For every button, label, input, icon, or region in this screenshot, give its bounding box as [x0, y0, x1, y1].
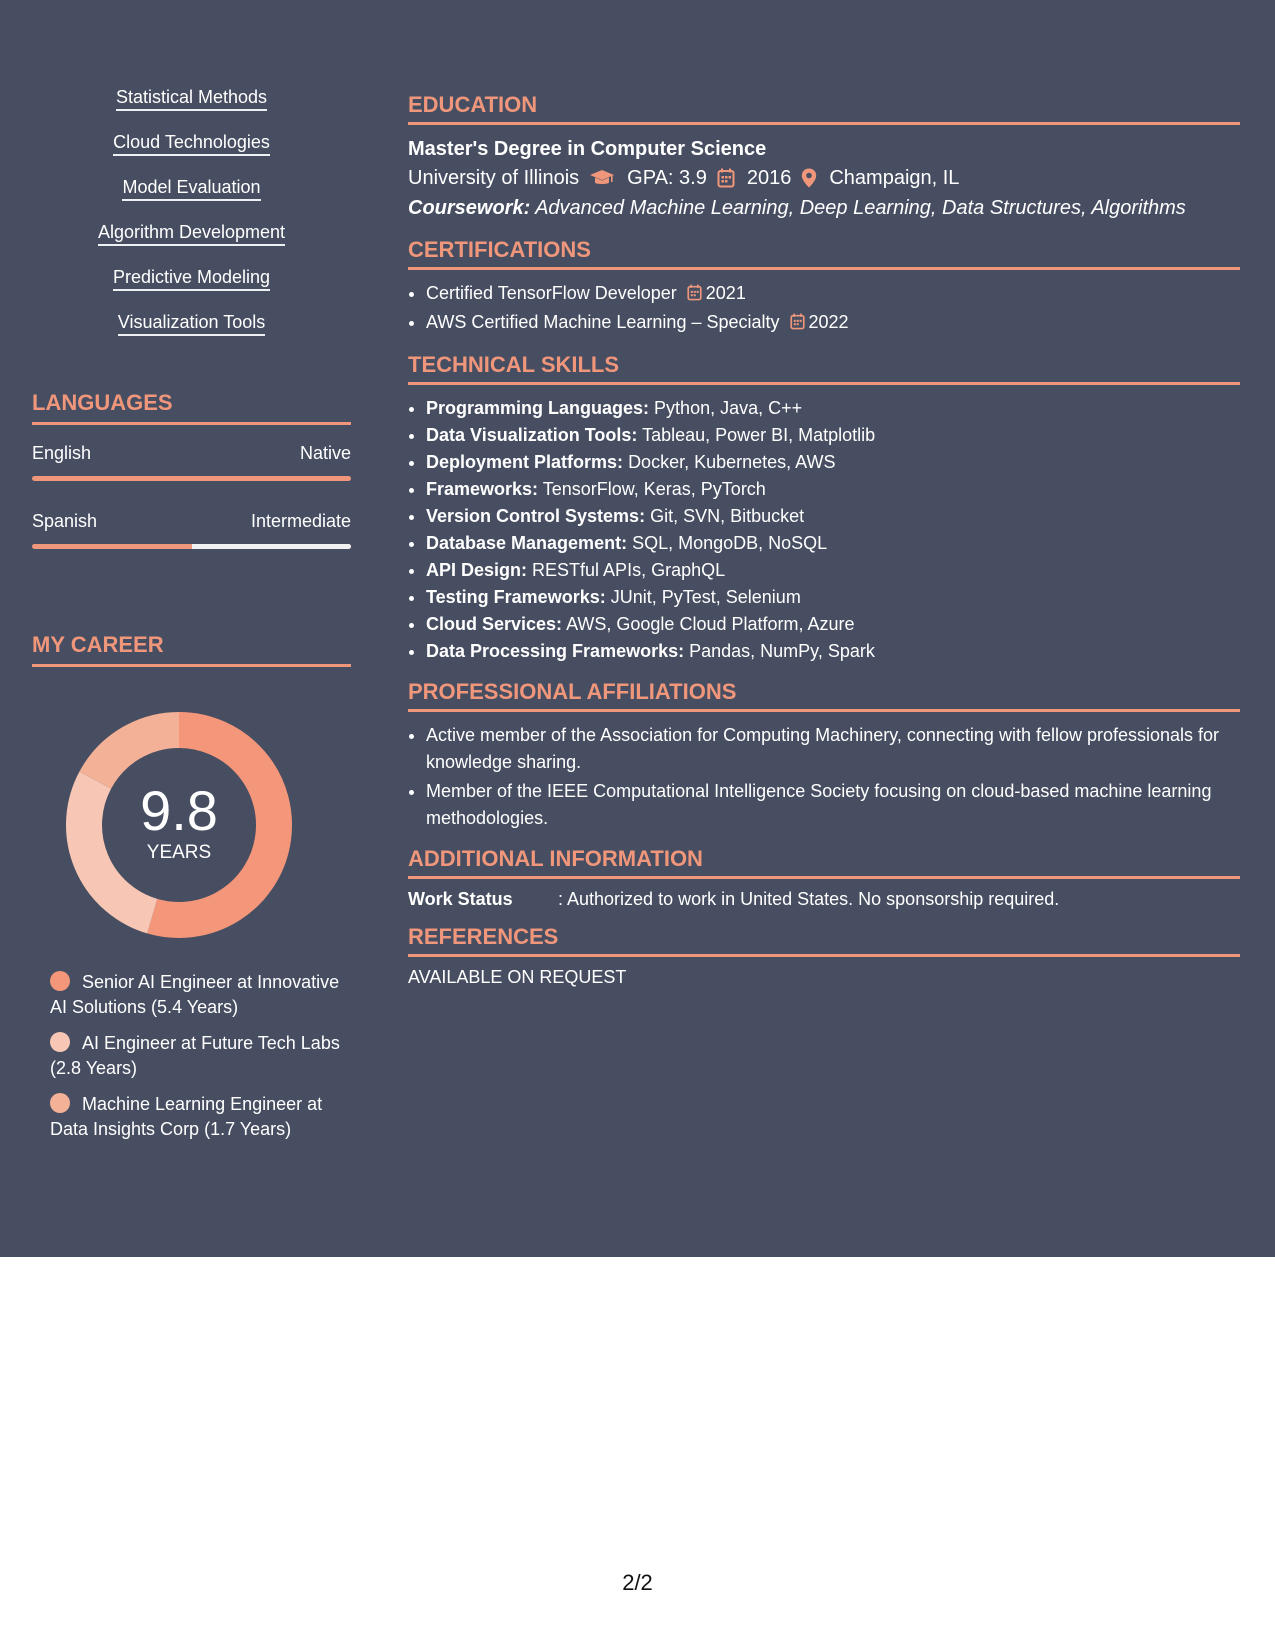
language-level-bar [32, 544, 351, 549]
calendar-icon [687, 282, 702, 309]
gpa: GPA: 3.9 [627, 167, 707, 189]
language-english [32, 443, 351, 481]
skill-row [426, 395, 1240, 422]
coursework [408, 193, 1240, 223]
skill-value: Tableau, Power BI, Matplotlib [642, 425, 876, 445]
work-status-label: Work Status [408, 889, 513, 909]
certification-name: AWS Certified Machine Learning – Specialty [426, 312, 780, 332]
skill-label: Deployment Platforms: [426, 452, 624, 472]
graduation-year: 2016 [746, 167, 792, 189]
skill-row [426, 503, 1240, 530]
skill-label: Frameworks: [426, 479, 539, 499]
affiliations-section [408, 679, 1240, 832]
education-heading: EDUCATION [408, 92, 1240, 125]
school-name: University of Illinois [408, 167, 580, 189]
education-section [408, 92, 1240, 223]
affiliations-heading: PROFESSIONAL AFFILIATIONS [408, 679, 1240, 712]
language-name: English [32, 443, 92, 463]
skill-value: Pandas, NumPy, Spark [689, 641, 875, 661]
additional-info-section [408, 846, 1240, 910]
languages-section [32, 390, 351, 549]
skill-label: Version Control Systems: [426, 506, 646, 526]
skill-label: Data Visualization Tools: [426, 425, 638, 445]
legend-label: AI Engineer at Future Tech Labs (2.8 Years) [50, 1033, 340, 1078]
certification-name: Certified TensorFlow Developer [426, 283, 677, 303]
legend-dot [50, 971, 70, 991]
skill-item: Cloud Technologies [113, 131, 270, 156]
skill-item: Visualization Tools [118, 311, 265, 336]
skill-list [0, 86, 383, 356]
degree-title: Master's Degree in Computer Science [408, 138, 767, 160]
certifications-section [408, 237, 1240, 338]
skill-value: Git, SVN, Bitbucket [650, 506, 805, 526]
coursework-list: Advanced Machine Learning, Deep Learning, Data Structures, Algorithms [535, 197, 1186, 219]
career-section [32, 632, 351, 667]
skill-row [426, 476, 1240, 503]
skill-item: Predictive Modeling [113, 266, 270, 291]
legend-item [50, 970, 340, 1020]
skill-row [426, 449, 1240, 476]
skill-label: Database Management: [426, 533, 628, 553]
skill-value: TensorFlow, Keras, PyTorch [542, 479, 766, 499]
legend-item [50, 1031, 340, 1081]
skill-label: API Design: [426, 560, 528, 580]
skill-row [426, 611, 1240, 638]
skill-label: Cloud Services: [426, 614, 563, 634]
career-heading: MY CAREER [32, 632, 351, 667]
legend-label: Machine Learning Engineer at Data Insights Corp (1.7 Years) [50, 1094, 323, 1139]
left-column [0, 0, 383, 1257]
skill-value: Python, Java, C++ [654, 398, 803, 418]
affiliation-item: • Member of the IEEE Computational Intelligence Society focusing on cloud-based machine learning methodologies. [426, 778, 1240, 832]
skill-value: JUnit, PyTest, Selenium [610, 587, 801, 607]
skill-value: Docker, Kubernetes, AWS [628, 452, 836, 472]
calendar-icon [717, 168, 735, 188]
legend-dot [50, 1093, 70, 1113]
certifications-heading: CERTIFICATIONS [408, 237, 1240, 270]
skill-item: Model Evaluation [122, 176, 260, 201]
technical-skills-section [408, 352, 1240, 665]
language-level: Native [299, 443, 351, 463]
skill-row [426, 557, 1240, 584]
career-legend [50, 970, 340, 1153]
education-location: Champaign, IL [829, 167, 960, 189]
languages-heading: LANGUAGES [32, 390, 351, 425]
technical-skills-heading: TECHNICAL SKILLS [408, 352, 1240, 385]
skill-row [426, 584, 1240, 611]
language-name: Spanish [32, 511, 98, 531]
career-donut-chart [64, 710, 294, 940]
skill-label: Testing Frameworks: [426, 587, 606, 607]
references-section [408, 924, 1240, 988]
skill-item: Algorithm Development [98, 221, 285, 246]
references-text: AVAILABLE ON REQUEST [408, 967, 627, 987]
calendar-icon [790, 311, 805, 338]
skill-value: AWS, Google Cloud Platform, Azure [566, 614, 855, 634]
career-total-value: 9.8 [140, 779, 218, 842]
skill-label: Data Processing Frameworks: [426, 641, 685, 661]
page-number: 2/2 [622, 1570, 653, 1595]
certification-item [426, 280, 1240, 309]
references-heading: REFERENCES [408, 924, 1240, 957]
language-level: Intermediate [250, 511, 351, 531]
skill-value: SQL, MongoDB, NoSQL [632, 533, 828, 553]
legend-item [50, 1092, 340, 1142]
skill-label: Programming Languages: [426, 398, 650, 418]
legend-label: Senior AI Engineer at Innovative AI Solutions (5.4 Years) [50, 972, 340, 1017]
language-spanish [32, 511, 351, 549]
affiliation-item: • Active member of the Association for Computing Machinery, connecting with fellow professionals for knowledge sharing. [426, 722, 1240, 776]
certification-year: 2022 [808, 312, 849, 332]
education-details [408, 163, 1240, 193]
skill-row [426, 422, 1240, 449]
bar-remainder [192, 544, 352, 549]
certification-item [426, 309, 1240, 338]
legend-dot [50, 1032, 70, 1052]
location-pin-icon [801, 168, 817, 188]
skill-row [426, 638, 1240, 665]
skill-item: Statistical Methods [116, 86, 267, 111]
graduation-cap-icon [589, 169, 615, 187]
right-column [408, 0, 1240, 1002]
career-total-unit: YEARS [146, 842, 212, 863]
work-status-value: : Authorized to work in United States. No sponsorship required. [558, 889, 1060, 909]
language-level-bar [32, 476, 351, 481]
skill-row [426, 530, 1240, 557]
coursework-label: Coursework: [408, 197, 531, 219]
skill-value: RESTful APIs, GraphQL [532, 560, 726, 580]
certification-year: 2021 [705, 283, 746, 303]
additional-info-heading: ADDITIONAL INFORMATION [408, 846, 1240, 879]
